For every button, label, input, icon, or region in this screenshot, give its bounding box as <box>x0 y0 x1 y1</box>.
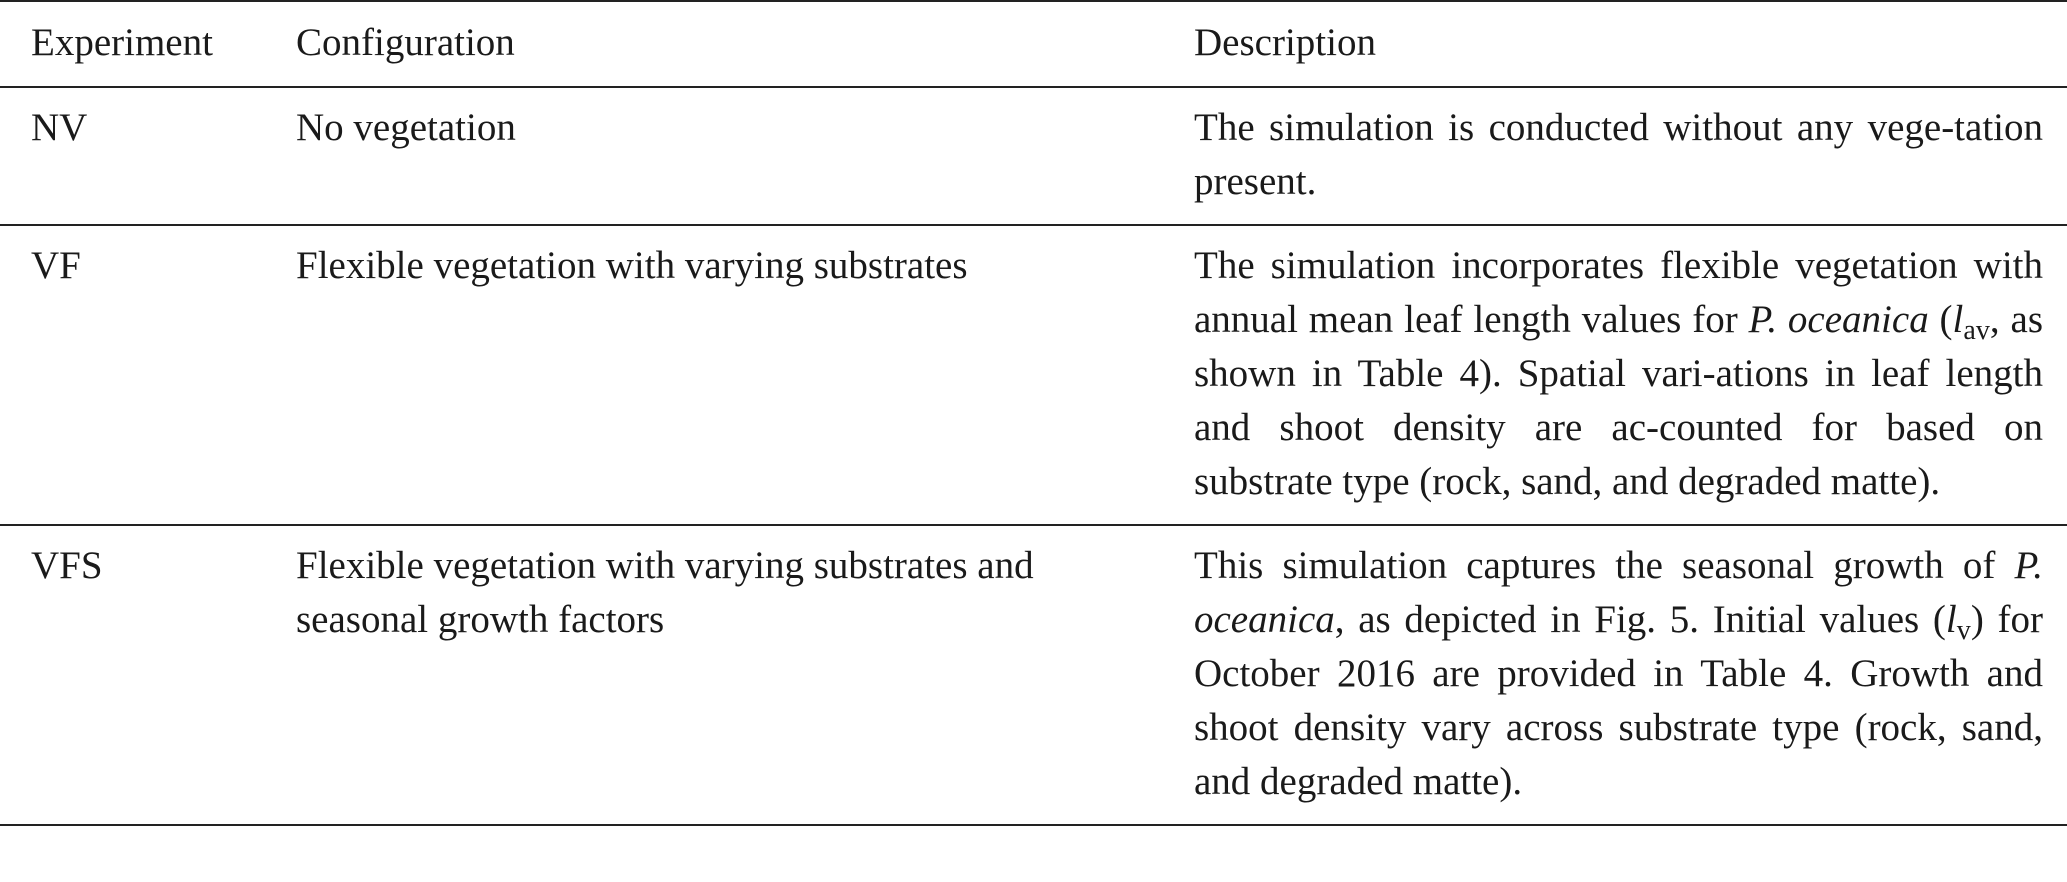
species-name: P. oceanica <box>1748 298 1929 341</box>
description-text: , as depicted in Fig. 5. Initial values ( <box>1334 598 1946 641</box>
header-experiment: Experiment <box>31 21 213 64</box>
description-text: The simulation incorporates flexible vegetation with annual mean leaf length values for <box>1194 244 2043 341</box>
species-name: P. oceanica <box>1194 544 2043 641</box>
table-body <box>0 87 2067 825</box>
table-row <box>0 225 2067 525</box>
experiment-cell: NV <box>31 106 88 149</box>
leaf-length-subscript: av <box>1963 315 1990 347</box>
experiment-cell: VFS <box>31 544 103 587</box>
configuration-cell: Flexible vegetation with varying substrates and seasonal growth factors <box>296 544 1034 641</box>
table-row <box>0 87 2067 225</box>
experiment-cell: VF <box>31 244 81 287</box>
leaf-length-subscript: v <box>1956 615 1971 647</box>
description-text: ( <box>1928 298 1953 341</box>
description-text: This simulation captures the seasonal growth of <box>1194 544 2015 587</box>
description-cell <box>1194 225 2067 525</box>
table-row <box>0 525 2067 825</box>
header-description: Description <box>1194 21 1376 64</box>
table-header <box>0 1 2067 87</box>
description-cell <box>1194 87 2067 225</box>
leaf-length-symbol: l <box>1945 598 1957 641</box>
header-configuration: Configuration <box>296 21 515 64</box>
description-text: , as shown in Table 4). Spatial vari-ations in leaf length and shoot density are ac-counted for based on substrate type (rock, sand, and degraded matte). <box>1194 298 2043 503</box>
description-text: ) for October 2016 are provided in Table 4. Growth and shoot density vary across substrate type (rock, sand, and degraded matte). <box>1194 598 2043 803</box>
description-cell <box>1194 525 2067 825</box>
configuration-cell: Flexible vegetation with varying substrates <box>296 244 968 287</box>
leaf-length-symbol: l <box>1952 298 1964 341</box>
header-row <box>0 1 2067 87</box>
description-text: The simulation is conducted without any vege-tation present. <box>1194 106 2043 203</box>
configuration-cell: No vegetation <box>296 106 516 149</box>
